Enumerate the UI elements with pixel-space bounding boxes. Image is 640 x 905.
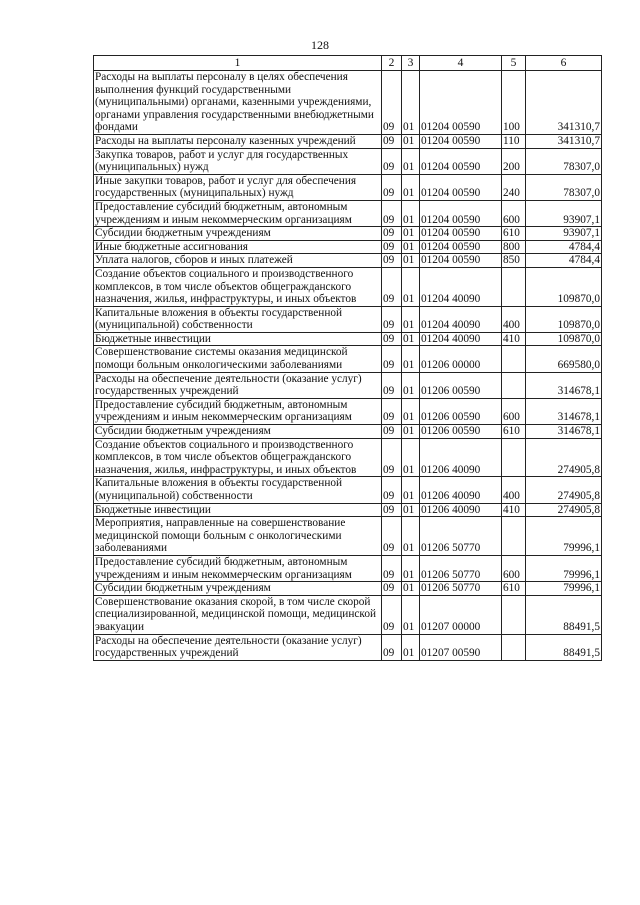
table-row [94,555,602,581]
column-header: 1 [94,56,382,71]
cell-col6: 274905,8 [526,477,602,503]
table-row [94,267,602,306]
cell-col6: 314678,1 [526,372,602,398]
cell-col5: 610 [502,425,526,439]
cell-name: Предоставление субсидий бюджетным, автономным учреждениям и иным некоммерческим организациям [94,398,382,424]
cell-col2: 09 [382,174,402,200]
table-row [94,438,602,477]
cell-col3: 01 [402,582,420,596]
cell-col3: 01 [402,398,420,424]
cell-col4: 01206 50770 [420,582,502,596]
cell-name: Иные бюджетные ассигнования [94,240,382,254]
cell-col6: 4784,4 [526,254,602,268]
cell-col3: 01 [402,134,420,148]
cell-col4: 01204 00590 [420,134,502,148]
cell-col4: 01204 00590 [420,200,502,226]
cell-col5: 410 [502,332,526,346]
table-row [94,582,602,596]
cell-col5: 610 [502,582,526,596]
cell-name: Расходы на обеспечение деятельности (оказание услуг) государственных учреждений [94,372,382,398]
cell-name: Создание объектов социального и производственного комплексов, в том числе объектов общегражданского назначения, жилья, инфраструктуры, и иных объектов [94,438,382,477]
cell-name: Создание объектов социального и производственного комплексов, в том числе объектов общегражданского назначения, жилья, инфраструктуры, и иных объектов [94,267,382,306]
cell-col4: 01204 00590 [420,71,502,135]
cell-col4: 01206 40090 [420,438,502,477]
column-header: 6 [526,56,602,71]
cell-col6: 341310,7 [526,134,602,148]
cell-col5 [502,267,526,306]
cell-col4: 01204 00590 [420,254,502,268]
cell-col5: 240 [502,174,526,200]
cell-col5 [502,634,526,660]
cell-col4: 01204 40090 [420,267,502,306]
table-row [94,634,602,660]
cell-col4: 01204 00590 [420,227,502,241]
cell-col6: 79996,1 [526,582,602,596]
table-row [94,306,602,332]
cell-col2: 09 [382,425,402,439]
cell-col5: 410 [502,503,526,517]
cell-col2: 09 [382,267,402,306]
cell-name: Закупка товаров, работ и услуг для государственных (муниципальных) нужд [94,148,382,174]
column-header: 5 [502,56,526,71]
cell-col6: 93907,1 [526,200,602,226]
cell-col4: 01207 00000 [420,595,502,634]
cell-col4: 01204 00590 [420,240,502,254]
cell-col3: 01 [402,438,420,477]
header-row [94,56,602,71]
cell-col5: 600 [502,398,526,424]
table-row [94,398,602,424]
cell-col5 [502,438,526,477]
cell-col2: 09 [382,477,402,503]
cell-col4: 01204 40090 [420,332,502,346]
cell-col3: 01 [402,634,420,660]
budget-table [93,55,602,661]
cell-col2: 09 [382,227,402,241]
cell-name: Субсидии бюджетным учреждениям [94,582,382,596]
cell-col4: 01206 50770 [420,517,502,556]
table-row [94,517,602,556]
cell-col6: 79996,1 [526,517,602,556]
cell-col6: 93907,1 [526,227,602,241]
cell-col2: 09 [382,332,402,346]
cell-col6: 314678,1 [526,398,602,424]
cell-col6: 341310,7 [526,71,602,135]
cell-col3: 01 [402,503,420,517]
cell-col4: 01204 00590 [420,174,502,200]
cell-col6: 78307,0 [526,174,602,200]
column-header: 4 [420,56,502,71]
cell-col5: 850 [502,254,526,268]
cell-name: Мероприятия, направленные на совершенствование медицинской помощи больным с онкологическими заболеваниями [94,517,382,556]
cell-col3: 01 [402,477,420,503]
cell-col5: 100 [502,71,526,135]
cell-col5 [502,346,526,372]
cell-col4: 01206 50770 [420,555,502,581]
cell-col5: 600 [502,200,526,226]
cell-col2: 09 [382,582,402,596]
cell-col3: 01 [402,555,420,581]
table-row [94,200,602,226]
table-row [94,148,602,174]
table-row [94,372,602,398]
cell-col3: 01 [402,306,420,332]
cell-col4: 01206 00590 [420,398,502,424]
cell-col3: 01 [402,346,420,372]
cell-col6: 274905,8 [526,438,602,477]
cell-name: Бюджетные инвестиции [94,503,382,517]
cell-col6: 109870,0 [526,332,602,346]
cell-col4: 01206 00590 [420,372,502,398]
cell-col3: 01 [402,517,420,556]
table-row [94,425,602,439]
cell-col4: 01206 40090 [420,477,502,503]
cell-col2: 09 [382,503,402,517]
cell-col2: 09 [382,346,402,372]
cell-name: Расходы на выплаты персоналу в целях обеспечения выполнения функций государственными (муниципальными) органами, казенными учреждениями, органами управления государственными внебюджетными фондами [94,71,382,135]
cell-col4: 01204 40090 [420,306,502,332]
table-row [94,346,602,372]
cell-col5: 610 [502,227,526,241]
cell-col2: 09 [382,200,402,226]
cell-col6: 109870,0 [526,306,602,332]
cell-name: Субсидии бюджетным учреждениям [94,425,382,439]
cell-name: Уплата налогов, сборов и иных платежей [94,254,382,268]
cell-col6: 109870,0 [526,267,602,306]
page-number: 128 [311,38,329,52]
table-row [94,254,602,268]
column-header: 3 [402,56,420,71]
cell-name: Предоставление субсидий бюджетным, автономным учреждениям и иным некоммерческим организациям [94,555,382,581]
cell-col5: 600 [502,555,526,581]
cell-col3: 01 [402,595,420,634]
cell-name: Капитальные вложения в объекты государственной (муниципальной) собственности [94,306,382,332]
cell-name: Капитальные вложения в объекты государственной (муниципальной) собственности [94,477,382,503]
cell-col6: 88491,5 [526,595,602,634]
cell-col2: 09 [382,634,402,660]
cell-col5 [502,517,526,556]
table-row [94,71,602,135]
cell-name: Иные закупки товаров, работ и услуг для обеспечения государственных (муниципальных) нужд [94,174,382,200]
table-row [94,174,602,200]
cell-col3: 01 [402,71,420,135]
cell-col6: 274905,8 [526,503,602,517]
cell-name: Совершенствование системы оказания медицинской помощи больным онкологическими заболеваниями [94,346,382,372]
cell-col6: 4784,4 [526,240,602,254]
cell-col6: 314678,1 [526,425,602,439]
cell-col5 [502,372,526,398]
table-row [94,477,602,503]
cell-col3: 01 [402,332,420,346]
cell-col6: 79996,1 [526,555,602,581]
cell-col3: 01 [402,372,420,398]
cell-col3: 01 [402,240,420,254]
cell-col2: 09 [382,517,402,556]
table-row [94,503,602,517]
cell-col2: 09 [382,306,402,332]
cell-col2: 09 [382,254,402,268]
cell-col2: 09 [382,398,402,424]
cell-col4: 01206 00590 [420,425,502,439]
cell-col2: 09 [382,372,402,398]
cell-col5: 400 [502,306,526,332]
cell-col5: 110 [502,134,526,148]
table-row [94,332,602,346]
cell-col2: 09 [382,134,402,148]
cell-col6: 78307,0 [526,148,602,174]
table-row [94,134,602,148]
cell-col3: 01 [402,174,420,200]
table-row [94,595,602,634]
cell-col3: 01 [402,425,420,439]
cell-col3: 01 [402,200,420,226]
cell-name: Совершенствование оказания скорой, в том числе скорой специализированной, медицинской помощи, медицинской эвакуации [94,595,382,634]
cell-col4: 01204 00590 [420,148,502,174]
cell-col4: 01206 00000 [420,346,502,372]
cell-name: Субсидии бюджетным учреждениям [94,227,382,241]
cell-col2: 09 [382,148,402,174]
cell-col3: 01 [402,254,420,268]
cell-name: Предоставление субсидий бюджетным, автономным учреждениям и иным некоммерческим организациям [94,200,382,226]
cell-col2: 09 [382,595,402,634]
cell-col5: 400 [502,477,526,503]
cell-col6: 669580,0 [526,346,602,372]
cell-col5 [502,595,526,634]
cell-name: Расходы на обеспечение деятельности (оказание услуг) государственных учреждений [94,634,382,660]
cell-col2: 09 [382,240,402,254]
cell-col5: 200 [502,148,526,174]
cell-col3: 01 [402,267,420,306]
cell-name: Расходы на выплаты персоналу казенных учреждений [94,134,382,148]
cell-col4: 01206 40090 [420,503,502,517]
cell-col3: 01 [402,227,420,241]
cell-col3: 01 [402,148,420,174]
cell-col2: 09 [382,555,402,581]
cell-col2: 09 [382,438,402,477]
table-row [94,227,602,241]
cell-col4: 01207 00590 [420,634,502,660]
cell-col2: 09 [382,71,402,135]
cell-col5: 800 [502,240,526,254]
cell-col6: 88491,5 [526,634,602,660]
column-header: 2 [382,56,402,71]
cell-name: Бюджетные инвестиции [94,332,382,346]
table-row [94,240,602,254]
